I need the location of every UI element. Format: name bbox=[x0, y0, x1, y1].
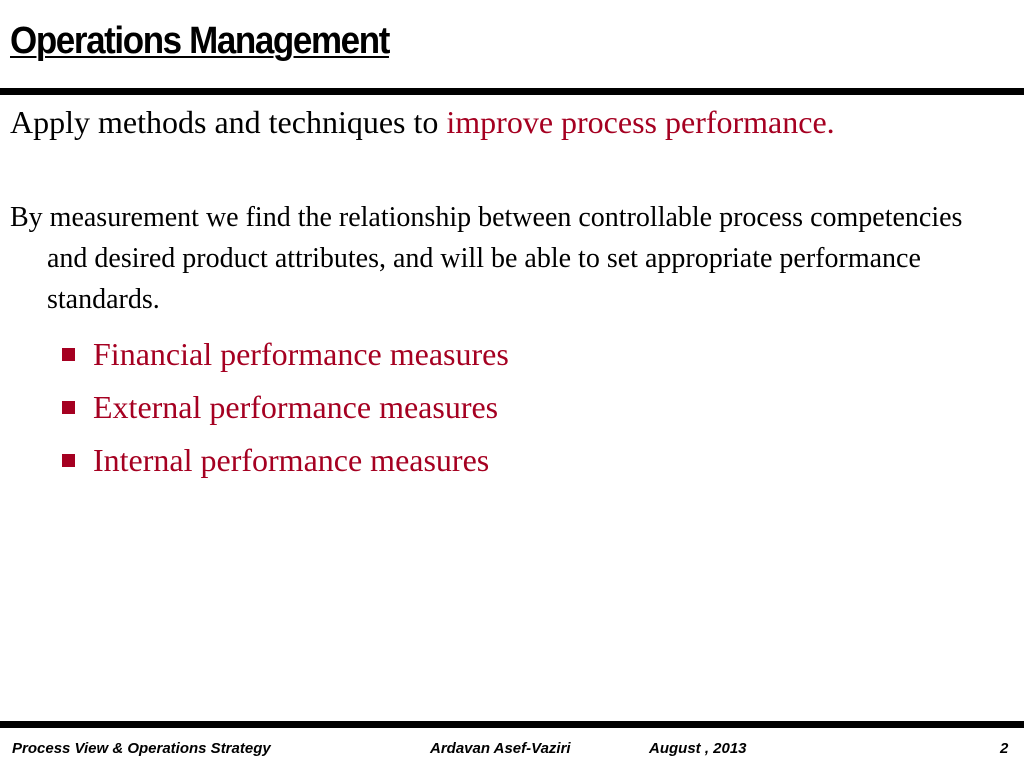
intro-text: Apply methods and techniques to bbox=[10, 104, 447, 140]
square-bullet-icon bbox=[62, 348, 75, 361]
bullet-label: Internal performance measures bbox=[93, 442, 490, 478]
measures-list bbox=[62, 328, 509, 487]
page-number: 2 bbox=[1000, 740, 1009, 757]
footer-course: Process View & Operations Strategy bbox=[12, 740, 271, 757]
bullet-label: External performance measures bbox=[93, 389, 499, 425]
footer-date: August , 2013 bbox=[649, 740, 747, 757]
footer-divider bbox=[0, 721, 1024, 728]
list-item bbox=[62, 381, 509, 434]
list-item bbox=[62, 434, 509, 487]
slide-title: Operations Management bbox=[10, 20, 389, 62]
footer-author: Ardavan Asef-Vaziri bbox=[430, 740, 571, 757]
measurement-paragraph: By measurement we find the relationship between controllable process competencies and desired product attributes, and will be able to set appropriate performance standards. bbox=[10, 202, 963, 315]
bullet-label: Financial performance measures bbox=[93, 336, 509, 372]
list-item bbox=[62, 328, 509, 381]
title-divider bbox=[0, 88, 1024, 95]
square-bullet-icon bbox=[62, 401, 75, 414]
intro-paragraph bbox=[10, 101, 1000, 144]
intro-highlight: improve process performance. bbox=[446, 104, 835, 140]
square-bullet-icon bbox=[62, 454, 75, 467]
